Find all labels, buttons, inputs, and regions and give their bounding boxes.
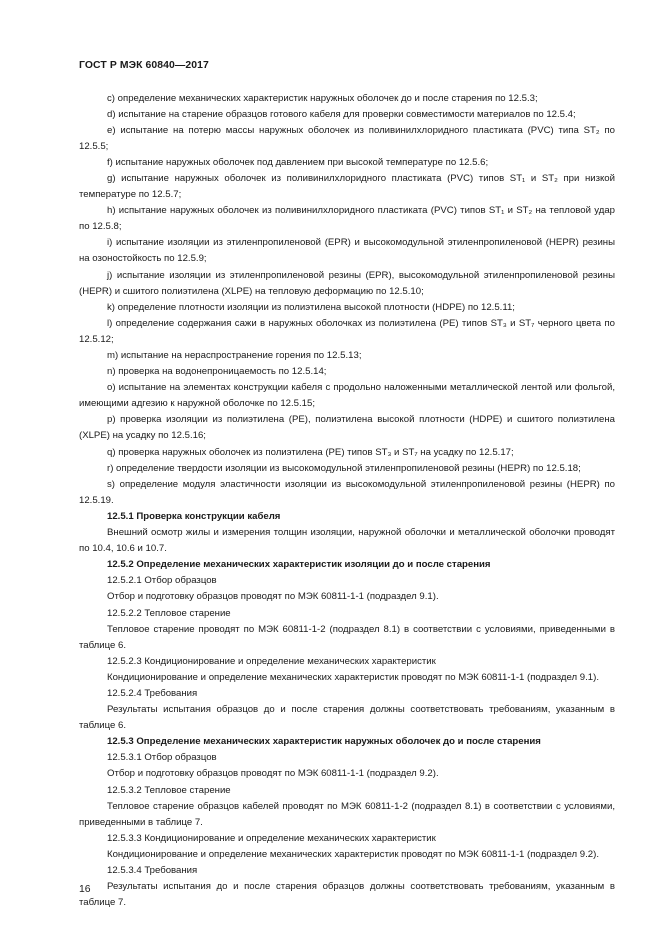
subsection-title: 12.5.3.1 Отбор образцов — [107, 752, 217, 764]
subsection-text: Результаты испытания до и после старения образцов должны соответствовать требованиям, указанным в таблице 7. — [79, 881, 615, 909]
section-heading-12-5-3: 12.5.3 Определение механических характеристик наружных оболочек до и после старения — [107, 736, 541, 748]
list-item: i) испытание изоляции из этиленпропиленовой (EPR) и высокомодульной этиленпропиленовой (HEPR) резины на озоностойкость по 12.5.9; — [79, 237, 615, 265]
list-item: c) определение механических характеристик наружных оболочек до и после старения по 12.5.3; — [107, 92, 538, 104]
page-number: 16 — [79, 884, 91, 895]
list-item: j) испытание изоляции из этиленпропиленовой резины (EPR), высокомодульной этиленпропиленовой резины (HEPR) и сшитого полиэтилена (XLPE) на тепловую деформацию по 12.5.10; — [79, 269, 615, 297]
section-heading-12-5-1: 12.5.1 Проверка конструкции кабеля — [107, 510, 281, 522]
list-item: h) испытание наружных оболочек из поливинилхлоридного пластиката (PVC) типов ST₁ и ST₂ на тепловой удар по 12.5.8; — [79, 205, 615, 233]
page-body — [79, 91, 615, 912]
subsection-title: 12.5.2.2 Тепловое старение — [107, 607, 231, 619]
subsection-title: 12.5.3.3 Кондиционирование и определение механических характеристик — [107, 832, 436, 844]
section-text-12-5-1: Внешний осмотр жилы и измерения толщин изоляции, наружной оболочки и металлической оболочки проводят по 10.4, 10.6 и 10.7. — [79, 527, 615, 555]
list-item: o) испытание на элементах конструкции кабеля с продольно наложенными металлической лентой или фольгой, имеющими адгезию к наружной оболочке по 12.5.15; — [79, 382, 615, 410]
list-item: q) проверка наружных оболочек из полиэтилена (PE) типов ST₃ и ST₇ на усадку по 12.5.17; — [107, 446, 514, 458]
subsection-title: 12.5.2.4 Требования — [107, 687, 198, 699]
list-item: k) определение плотности изоляции из полиэтилена высокой плотности (HDPE) по 12.5.11; — [107, 301, 515, 313]
section-heading-12-5-2: 12.5.2 Определение механических характеристик изоляции до и после старения — [107, 559, 491, 571]
subsection-title: 12.5.3.2 Тепловое старение — [107, 784, 231, 796]
list-item: l) определение содержания сажи в наружных оболочках из полиэтилена (PE) типов ST₃ и ST₇ черного цвета по 12.5.12; — [79, 317, 615, 345]
list-item: n) проверка на водонепроницаемость по 12.5.14; — [107, 366, 327, 378]
list-item: d) испытание на старение образцов готового кабеля для проверки совместимости материалов по 12.5.4; — [107, 108, 576, 120]
list-item: g) испытание наружных оболочек из поливинилхлоридного пластиката (PVC) типов ST₁ и ST₂ при низкой температуре по 12.5.7; — [79, 172, 615, 201]
subsection-text: Кондиционирование и определение механических характеристик проводят по МЭК 60811-1-1 (подраздел 9.1). — [107, 671, 599, 683]
subsection-text: Тепловое старение проводят по МЭК 60811-1-2 (подраздел 8.1) в соответствии с условиями, приведенными в таблице 6. — [79, 623, 615, 651]
list-item: e) испытание на потерю массы наружных оболочек из поливинилхлоридного пластиката (PVC) типа ST₂ по 12.5.5; — [79, 124, 615, 152]
subsection-text: Кондиционирование и определение механических характеристик проводят по МЭК 60811-1-1 (подраздел 9.2). — [107, 848, 599, 860]
list-item: p) проверка изоляции из полиэтилена (PE), полиэтилена высокой плотности (HDPE) и сшитого полиэтилена (XLPE) на усадку по 12.5.16; — [79, 414, 615, 442]
subsection-title: 12.5.3.4 Требования — [107, 865, 198, 876]
subsection-title: 12.5.2.3 Кондиционирование и определение механических характеристик — [107, 655, 436, 667]
subsection-title: 12.5.2.1 Отбор образцов — [107, 575, 217, 587]
list-item: f) испытание наружных оболочек под давлением при высокой температуре по 12.5.6; — [107, 156, 489, 168]
subsection-text: Отбор и подготовку образцов проводят по МЭК 60811-1-1 (подраздел 9.1). — [107, 591, 439, 603]
subsection-text: Тепловое старение образцов кабелей проводят по МЭК 60811-1-2 (подраздел 8.1) в соответствии с условиями, приведенными в таблице 7. — [79, 800, 615, 828]
list-item: r) определение твердости изоляции из высокомодульной этиленпропиленовой резины (HEPR) по 12.5.18; — [107, 462, 581, 474]
list-item: s) определение модуля эластичности изоляции из высокомодульной этиленпропиленовой резины (HEPR) по 12.5.19. — [79, 478, 615, 506]
subsection-text: Результаты испытания образцов до и после старения должны соответствовать требованиям, указанным в таблице 6. — [79, 704, 615, 732]
subsection-text: Отбор и подготовку образцов проводят по МЭК 60811-1-1 (подраздел 9.2). — [107, 768, 439, 780]
list-item: m) испытание на нераспространение горения по 12.5.13; — [107, 350, 362, 361]
document-header: ГОСТ Р МЭК 60840—2017 — [79, 60, 209, 71]
